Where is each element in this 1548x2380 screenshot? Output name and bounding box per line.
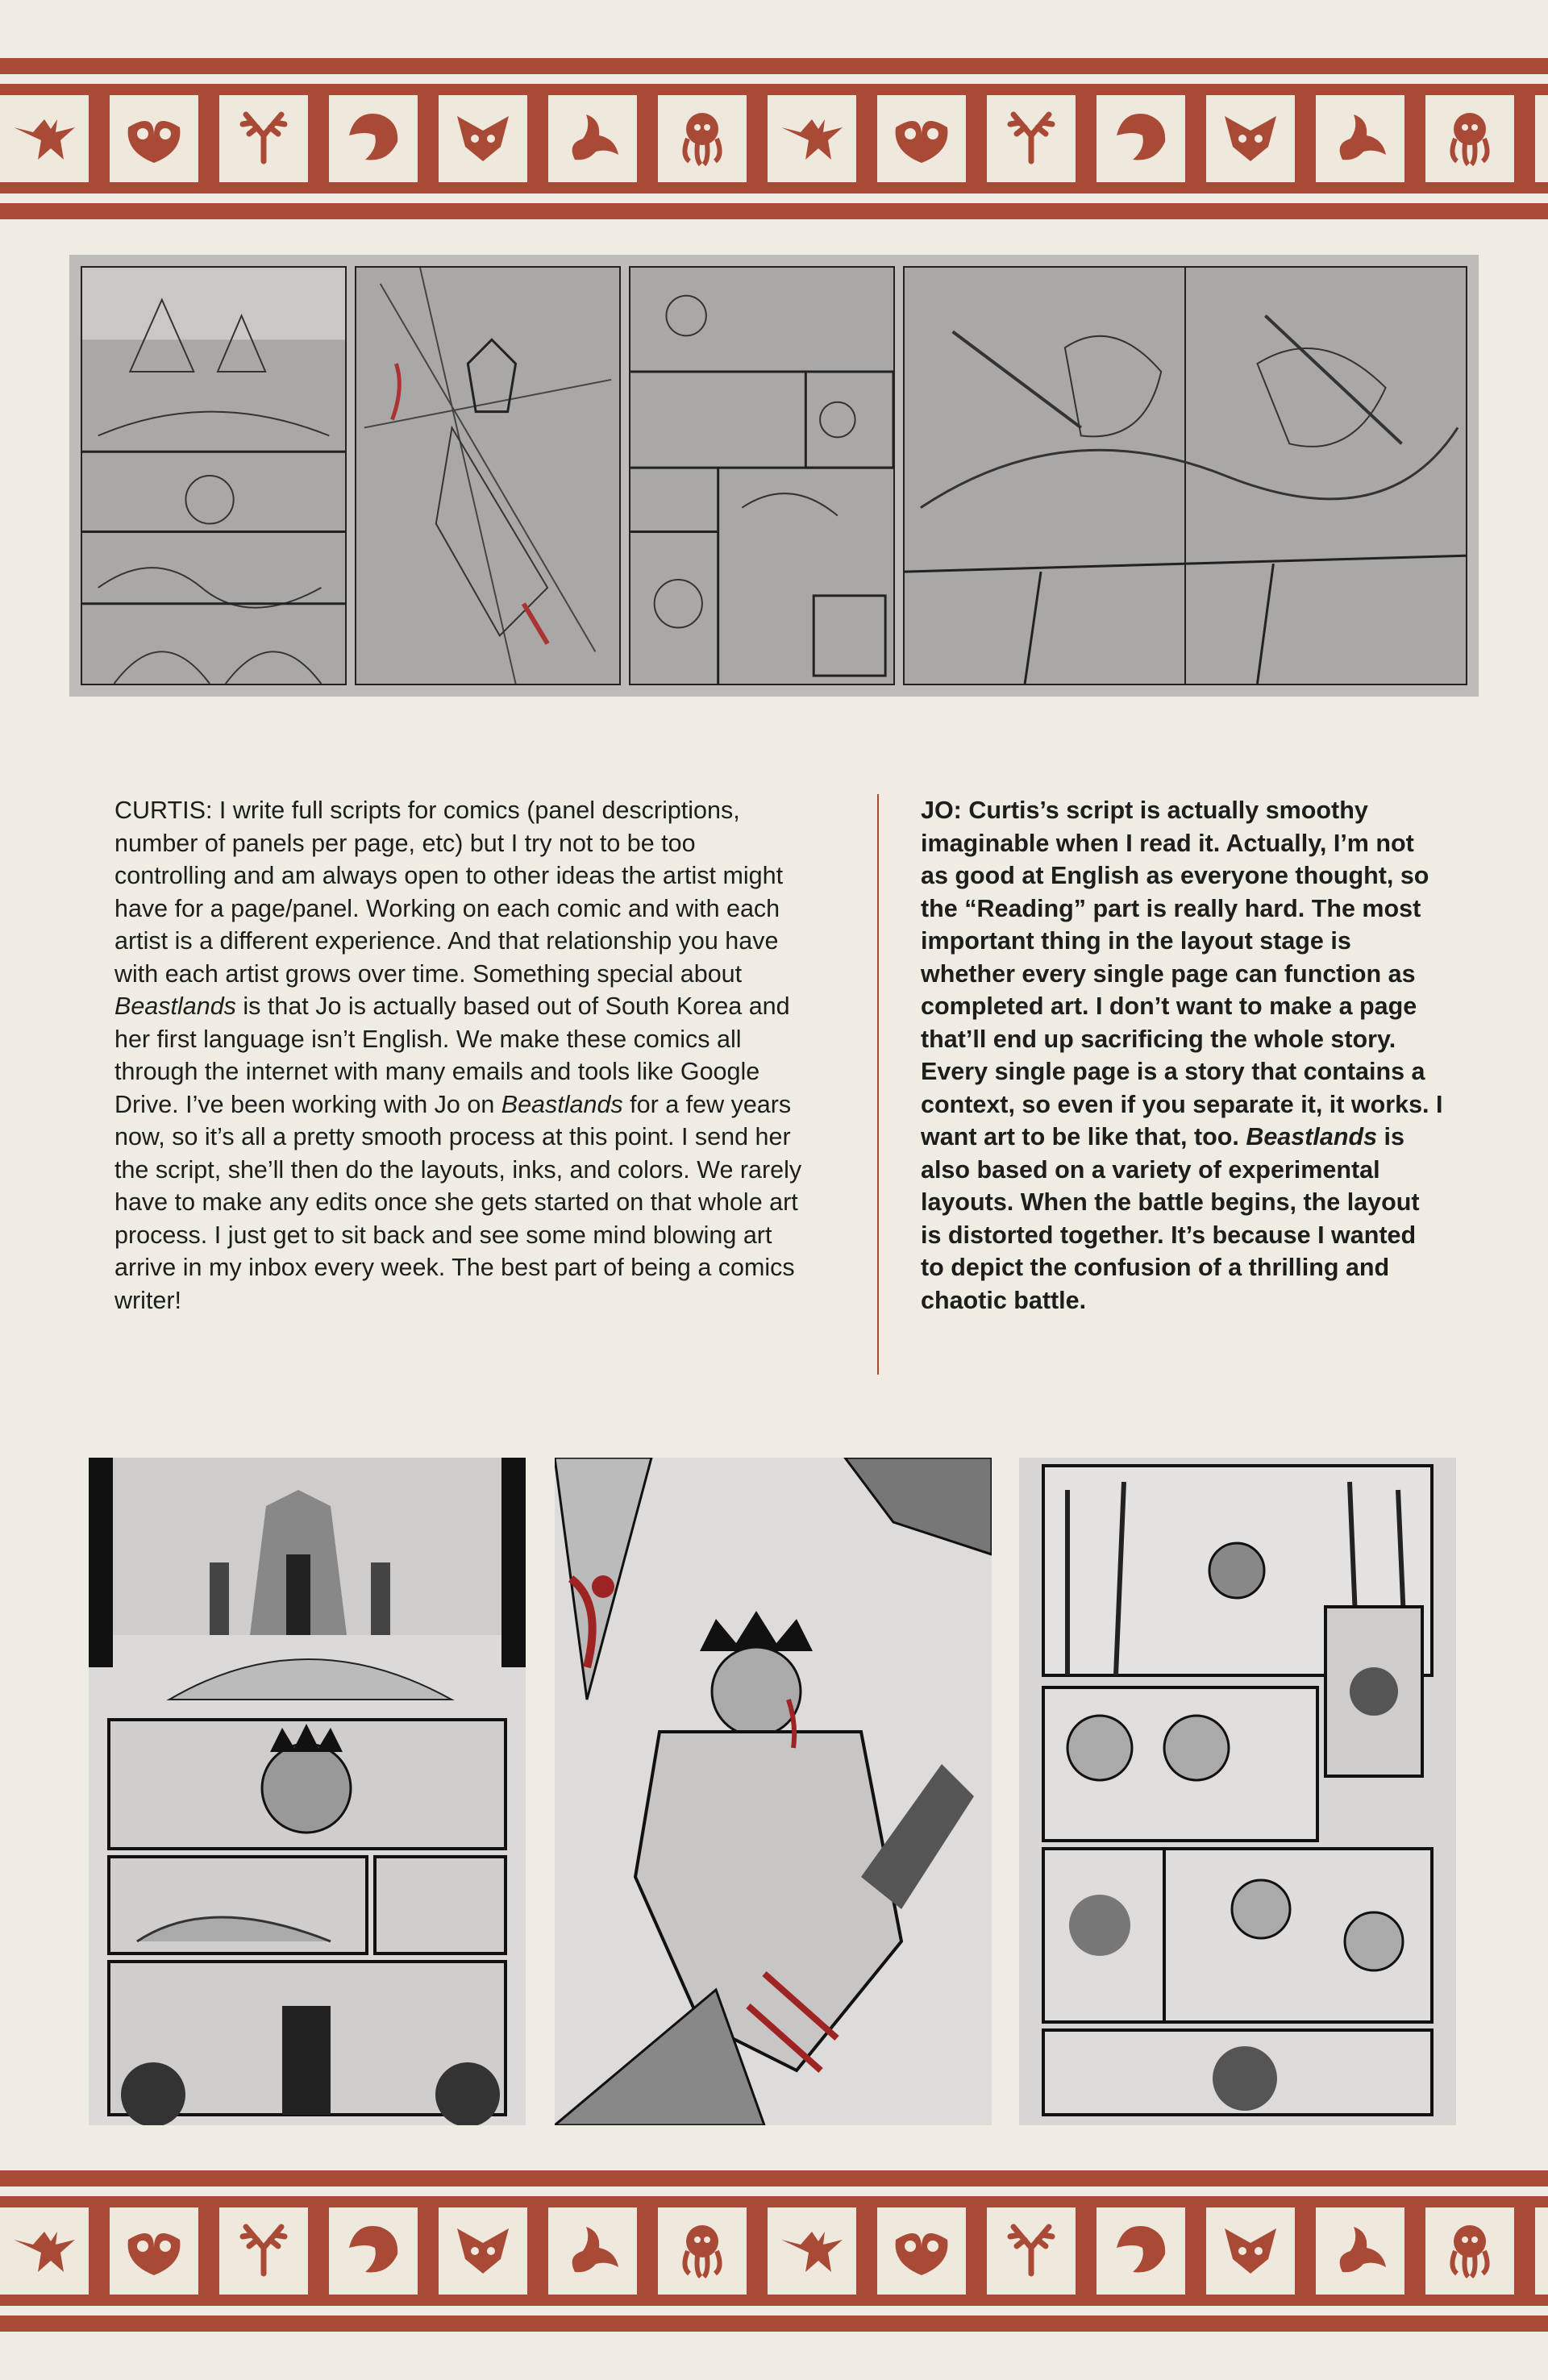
eagle-icon xyxy=(10,2216,78,2287)
fox-mask-icon xyxy=(1217,2216,1284,2287)
curtis-text-part: for a few years now, so it’s all a pretty smooth process at this point. I send her the script, she’ll then do the layouts, inks, and colors. We rarely have to make any edits once she gets started on that whole art process. I just get to sit back and see some mind blowing art arrive in my inbox every week. The best part of being a comics writer! xyxy=(114,1090,802,1314)
border-tile xyxy=(1206,2207,1295,2295)
jo-text-part: is also based on a variety of experimental layouts. When the battle begins, the layout is distorted together. It’s because I wanted to depict the confusion of a thrilling and chaotic battle. xyxy=(921,1123,1420,1314)
octopus-icon xyxy=(1436,2216,1504,2287)
border-tile xyxy=(658,95,747,182)
border-tile xyxy=(439,2207,527,2295)
inked-page-2 xyxy=(555,1458,992,2125)
border-tile xyxy=(1425,2207,1514,2295)
curtis-text-part: CURTIS: I write full scripts for comics (panel descriptions, number of panels per page, etc) but I try not to be too controlling and am always open to other ideas the artist might have for a page/panel. Working on each comic and with each artist is a different experience. And that relationship you have with each artist grows over time. Something special about xyxy=(114,797,784,988)
border-tile xyxy=(658,2207,747,2295)
fox-mask-icon xyxy=(1217,103,1284,175)
border-tile xyxy=(768,95,856,182)
border-tile xyxy=(548,2207,637,2295)
border-tile xyxy=(877,95,966,182)
lizard-icon xyxy=(1326,103,1394,175)
border-tile xyxy=(768,2207,856,2295)
border-line xyxy=(0,2170,1548,2187)
border-tile xyxy=(877,2207,966,2295)
border-tile xyxy=(219,95,308,182)
border-tile xyxy=(1425,95,1514,182)
border-line xyxy=(0,2316,1548,2332)
border-tile xyxy=(0,2207,89,2295)
fox-mask-icon xyxy=(449,103,517,175)
antlers-icon xyxy=(997,103,1065,175)
crescent-beast-icon xyxy=(1107,2216,1175,2287)
jo-commentary xyxy=(921,794,1445,1317)
border-tile xyxy=(329,2207,418,2295)
fox-mask-icon xyxy=(449,2216,517,2287)
title-beastlands: Beastlands xyxy=(1246,1123,1378,1150)
border-tile xyxy=(110,95,198,182)
eagle-icon xyxy=(10,103,78,175)
curtis-text-part: is that Jo is actually based out of South Korea and her first language isn’t English. We make these comics all through the internet with many emails and tools like Google Drive. I’ve been working with Jo on xyxy=(114,992,790,1118)
layout-sketches-strip xyxy=(69,255,1479,697)
layout-page-3 xyxy=(629,266,895,685)
title-beastlands: Beastlands xyxy=(114,992,236,1020)
border-tile-row xyxy=(0,2196,1548,2306)
crescent-beast-icon xyxy=(339,2216,407,2287)
layout-page-1 xyxy=(81,266,347,685)
border-tile xyxy=(219,2207,308,2295)
border-tile xyxy=(439,95,527,182)
eagle-icon xyxy=(778,103,846,175)
lizard-icon xyxy=(559,103,626,175)
lizard-icon xyxy=(1326,2216,1394,2287)
octopus-icon xyxy=(1436,103,1504,175)
border-line xyxy=(0,203,1548,219)
jo-paragraph xyxy=(921,794,1445,1317)
eagle-icon xyxy=(778,2216,846,2287)
jo-text-part: JO: Curtis’s script is actually smoothy imaginable when I read it. Actually, I’m not as good at English as everyone thought, so the “Reading” part is really hard. The most important thing in the layout stage is whether every single page can function as completed art. I don’t want to make a page that’ll end up sacrificing the whole story. Every single page is a story that contains a context, so even if you separate it, it works. I want art to be like that, too. xyxy=(921,797,1443,1150)
border-line xyxy=(0,58,1548,74)
border-tile xyxy=(1535,95,1548,182)
border-tile xyxy=(1096,2207,1185,2295)
octopus-icon xyxy=(668,2216,736,2287)
mask-icon xyxy=(888,103,955,175)
border-tile xyxy=(987,95,1076,182)
antlers-icon xyxy=(230,2216,298,2287)
crescent-beast-icon xyxy=(339,103,407,175)
top-decorative-border xyxy=(0,58,1548,219)
border-tile xyxy=(0,95,89,182)
bottom-decorative-border xyxy=(0,2170,1548,2332)
border-tile xyxy=(1316,95,1404,182)
mask-icon xyxy=(120,103,188,175)
title-beastlands: Beastlands xyxy=(501,1090,623,1118)
crescent-beast-icon xyxy=(1107,103,1175,175)
border-tile xyxy=(1535,2207,1548,2295)
curtis-commentary xyxy=(114,794,808,1317)
antlers-icon xyxy=(230,103,298,175)
border-tile xyxy=(329,95,418,182)
octopus-icon xyxy=(668,103,736,175)
layout-page-2 xyxy=(355,266,621,685)
border-tile xyxy=(110,2207,198,2295)
border-tile xyxy=(548,95,637,182)
border-tile xyxy=(1206,95,1295,182)
column-divider xyxy=(877,794,879,1375)
inked-page-1 xyxy=(89,1458,526,2125)
antlers-icon xyxy=(997,2216,1065,2287)
mask-icon xyxy=(888,2216,955,2287)
curtis-paragraph xyxy=(114,794,808,1317)
inked-page-3 xyxy=(1019,1458,1456,2125)
border-tile xyxy=(1316,2207,1404,2295)
border-tile xyxy=(987,2207,1076,2295)
lizard-icon xyxy=(559,2216,626,2287)
layout-page-4-spread xyxy=(903,266,1467,685)
border-tile-row xyxy=(0,84,1548,193)
border-tile xyxy=(1096,95,1185,182)
mask-icon xyxy=(120,2216,188,2287)
